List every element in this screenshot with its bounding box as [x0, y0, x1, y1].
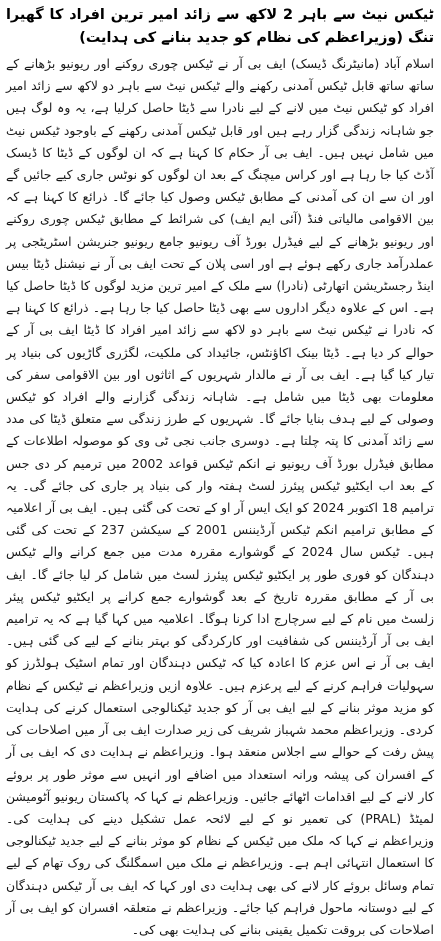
article-headline: ٹیکس نیٹ سے باہر 2 لاکھ سے زائد امیر ترین افراد کا گھیرا تنگ (وزیراعظم کی نظام کو جدید بنانے کی ہدایت)	[6, 7, 434, 46]
article-body: اسلام آباد (مانیٹرنگ ڈیسک) ایف بی آر نے ٹیکس چوری روکنے اور ریونیو بڑھانے کے ساتھ ساتھ قابل ٹیکس آمدنی رکھنے والے ٹیکس نیٹ سے باہر دو لاکھ سے زائد امیر افراد کو ٹیکس نیٹ میں لانے کے لیے نادرا سے ڈیٹا حاصل کرلیا ہے، یہ وہ لوگ ہیں جو شاہانہ زندگی گزار رہے ہیں اور قابل ٹیکس آمدنی رکھنے کے باوجود ٹیکس نیٹ میں شامل نہیں ہیں۔ ایف بی آر حکام کا کہنا ہے کہ ان لوگوں کے ڈیٹا کا ڈیسک آڈٹ کیا جا رہا ہے اور کراس میچنگ کے بعد ان لوگوں کو نوٹس جاری کیے جائیں گے اور ان سے ان کی آمدنی کے مطابق ٹیکس وصول کیا جائے گا۔ ذرائع کا کہنا ہے کہ بین الاقوامی مالیاتی فنڈ (آئی ایم ایف) کی شرائط کے مطابق ٹیکس چوری روکنے اور ریونیو بڑھانے کے لیے فیڈرل بورڈ آف ریونیو جامع ریونیو جنریشن اسٹریٹجی پر عملدرآمد جاری رکھے ہوئے ہے اور اسی پلان کے تحت ایف بی آر نے نیشنل ڈیٹا بیس اینڈ رجسٹریشن اتھارٹی (نادرا) سے ملک کے امیر ترین مزید لوگوں کا ڈیٹا حاصل کیا ہے۔ اس کے علاوہ دیگر اداروں سے بھی ڈیٹا حاصل کیا جا رہا ہے۔ ذرائع کا کہنا ہے کہ نادرا نے ٹیکس نیٹ سے باہر دو لاکھ سے زائد امیر افراد کا ڈیٹا ایف بی آر کے حوالے کر دیا ہے۔ ڈیٹا بینک اکاؤنٹس، جائیداد کی ملکیت، لگژری گاڑیوں کی بنیاد پر تیار کیا گیا ہے۔ ایف بی آر نے مالدار شہریوں کے اثاثوں اور بین الاقوامی سفر کی معلومات بھی ڈیٹا میں شامل ہے۔ شاہانہ زندگی گزارنے والے افراد کو ٹیکس وصولی کے لیے ہدف بنایا جائے گا۔ شہریوں کے طرز زندگی سے متعلق ڈیٹا کی مدد سے زائد آمدنی کا پتہ چلتا ہے۔ دوسری جانب نجی ٹی وی کو موصولہ اطلاعات کے مطابق فیڈرل بورڈ آف ریونیو نے انکم ٹیکس قواعد 2002 میں ترمیم کر دی جس کے بعد اب ایکٹیو ٹیکس پیئرز لسٹ ہفتہ وار کی بنیاد پر جاری کی جائے گی۔ یہ ترامیم 18 اکتوبر 2024 کو ایک ایس آر او کے تحت کی گئی ہیں۔ ایف بی آر اعلامیہ کے مطابق ترامیم انکم ٹیکس آرڈیننس 2001 کے سیکشن 237 کے تحت کی گئی ہیں۔ ٹیکس سال 2024 کے گوشوارے مقررہ مدت میں جمع کرانے والے ٹیکس دہندگان کو فوری طور پر ایکٹیو ٹیکس پیئرز لسٹ میں شامل کر لیا جائے گا۔ ایف بی آر کے مطابق مقررہ تاریخ کے بعد گوشوارے جمع کرانے پر ایکٹیو ٹیکس پیئر زلسٹ میں نام کے لیے سرچارج ادا کرنا ہوگا۔ اعلامیہ میں کہا گیا ہے کہ یہ ترامیم ایف بی آر آرڈیننس کی شفافیت اور کارکردگی کو بہتر بنانے کے لیے کی گئی ہیں۔ ایف بی آر نے اس عزم کا اعادہ کیا کہ ٹیکس دہندگان اور تمام اسٹیک ہولڈرز کو سہولیات فراہم کرنے کے لیے پرعزم ہیں۔ علاوہ ازیں وزیراعظم نے ٹیکس کے نظام کو مزید موثر بنانے کے لیے ایف بی آر کو جدید ٹیکنالوجی استعمال کرنے کی ہدایت کردی۔ وزیراعظم محمد شہباز شریف کی زیر صدارت ایف بی آر میں اصلاحات کی پیش رفت کے حوالے سے اجلاس منعقد ہوا۔ وزیراعظم نے ہدایت دی کہ ایف بی آر کے افسران کی پیشہ ورانہ استعداد میں اضافے اور انہیں سے موثر طور پر بروئے کار لانے کے لیے اقدامات اٹھائے جائیں۔ وزیراعظم نے کہا کہ پاکستان ریونیو آٹومیشن لمیٹڈ (PRAL) کی تعمیر نو کے لیے لائحہ عمل تشکیل دینے کی ہدایت کی۔ وزیراعظم نے کہا کہ ملک میں ٹیکس کے نظام کو موثر بنانے کے لیے جدید ٹیکنالوجی کا استعمال انتہائی اہم ہے۔ وزیراعظم نے ملک میں اسمگلنگ کی روک تھام کے لیے تمام وسائل بروئے کار لانے کی بھی ہدایت دی اور کہا کہ ایف بی آر ٹیکس دہندگان کے لیے دوستانہ ماحول فراہم کیا جائے۔ وزیراعظم نے متعلقہ افسران کو ایف بی آر اصلاحات کی بروقت تکمیل یقینی بنانے کی ہدایت بھی کی۔	[6, 56, 434, 937]
